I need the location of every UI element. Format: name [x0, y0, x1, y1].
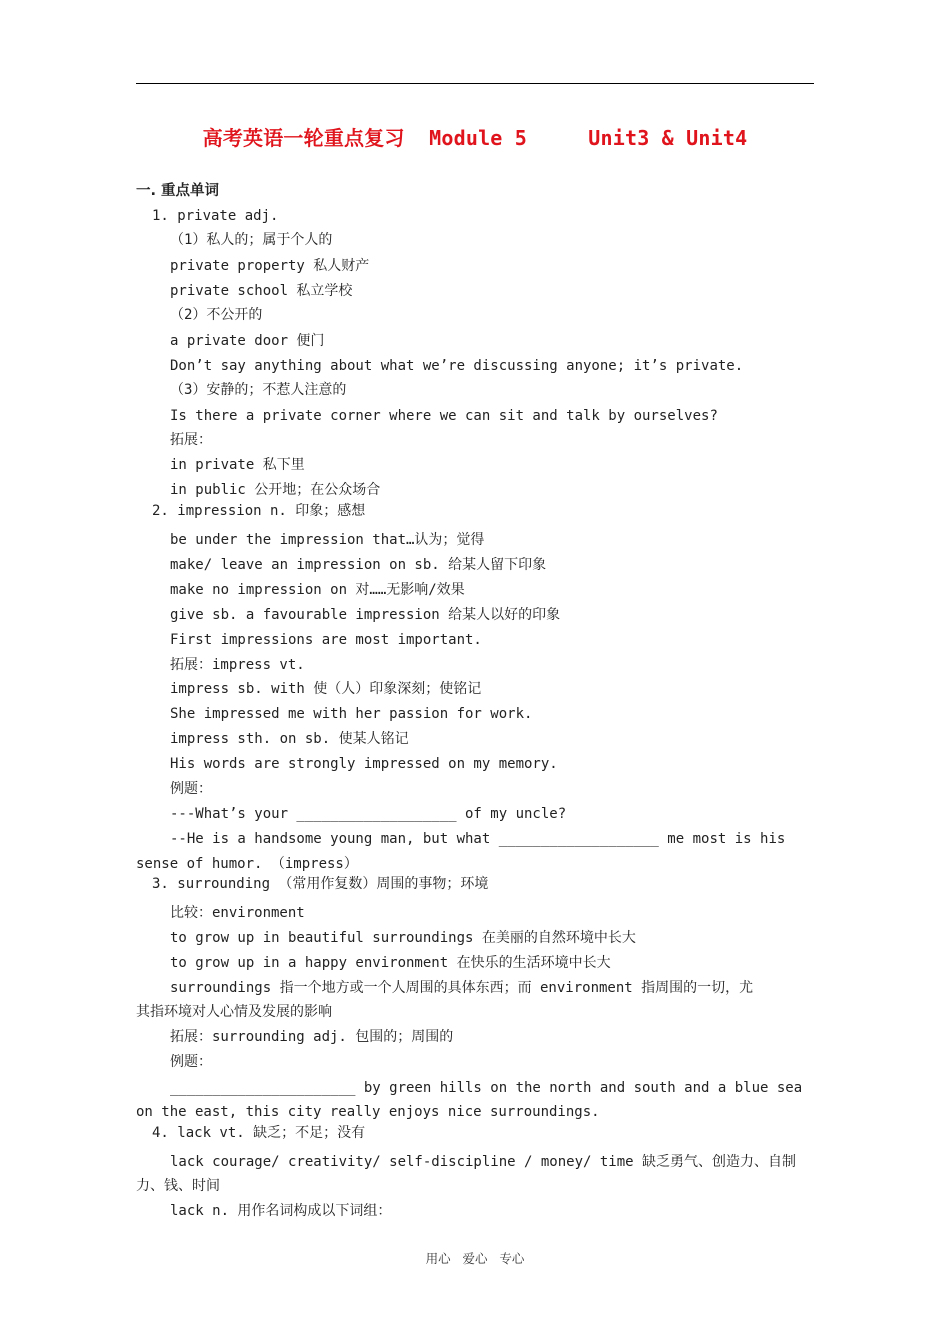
text-line: make/ leave an impression on sb. 给某人留下印象 — [170, 557, 547, 573]
text-line: lack n. 用作名词构成以下词组： — [170, 1203, 392, 1219]
text-line: （3）安静的；不惹人注意的 — [170, 382, 347, 398]
text-line: give sb. a favourable impression 给某人以好的印象 — [170, 607, 561, 623]
text-line: 其指环境对人心情及发展的影响 — [136, 1004, 332, 1020]
text-line: Is there a private corner where we can sit and talk by ourselves? — [170, 408, 718, 424]
text-line: 力、钱、时间 — [136, 1178, 220, 1194]
text-line: 比较：environment — [170, 905, 305, 921]
text-line: 4. lack vt. 缺乏；不足；没有 — [152, 1125, 366, 1141]
text-line: a private door 便门 — [170, 333, 325, 349]
text-line: 例题： — [170, 1054, 212, 1070]
text-line: 例题： — [170, 781, 212, 797]
text-line: First impressions are most important. — [170, 632, 482, 648]
text-line: ---What’s your ___________________ of my uncle? — [170, 806, 567, 822]
text-line: on the east, this city really enjoys nice surroundings. — [136, 1104, 600, 1120]
text-line: private property 私人财产 — [170, 258, 370, 274]
text-line: His words are strongly impressed on my memory. — [170, 756, 558, 772]
text-line: 拓展： — [170, 432, 212, 448]
text-line: in public 公开地；在公众场合 — [170, 482, 381, 498]
text-line: Don’t say anything about what we’re discussing anyone; it’s private. — [170, 358, 744, 374]
text-line: 拓展：impress vt. — [170, 657, 305, 673]
text-line: to grow up in beautiful surroundings 在美丽的自然环境中长大 — [170, 930, 636, 946]
section-heading: 一. 重点单词 — [136, 183, 220, 199]
text-line: --He is a handsome young man, but what ___________________ me most is his — [170, 831, 786, 847]
text-line: ______________________ by green hills on the north and south and a blue sea — [170, 1080, 803, 1096]
text-line: 2. impression n. 印象；感想 — [152, 503, 366, 519]
text-line: lack courage/ creativity/ self-discipline / money/ time 缺乏勇气、创造力、自制 — [170, 1154, 797, 1170]
text-line: in private 私下里 — [170, 457, 305, 473]
page-footer: 用心 爱心 专心 — [425, 1251, 525, 1266]
text-line: to grow up in a happy environment 在快乐的生活环境中长大 — [170, 955, 611, 971]
text-line: impress sth. on sb. 使某人铭记 — [170, 731, 409, 747]
text-line: （1）私人的；属于个人的 — [170, 232, 333, 248]
text-line: impress sb. with 使（人）印象深刻；使铭记 — [170, 681, 482, 697]
header-rule — [136, 83, 814, 84]
text-line: 3. surrounding （常用作复数）周围的事物；环境 — [152, 876, 489, 892]
document-title: 高考英语一轮重点复习 Module 5 Unit3 & Unit4 — [202, 126, 748, 150]
text-line: She impressed me with her passion for work. — [170, 706, 533, 722]
text-line: 拓展：surrounding adj. 包围的；周围的 — [170, 1029, 454, 1045]
text-line: make no impression on 对……无影响/效果 — [170, 582, 465, 598]
text-line: sense of humor. （impress） — [136, 856, 358, 872]
text-line: surroundings 指一个地方或一个人周围的具体东西；而 environment 指周围的一切，尤 — [170, 980, 754, 996]
text-line: private school 私立学校 — [170, 283, 353, 299]
text-line: be under the impression that…认为；觉得 — [170, 532, 485, 548]
text-line: （2）不公开的 — [170, 307, 263, 323]
text-line: 1. private adj. — [152, 208, 279, 224]
